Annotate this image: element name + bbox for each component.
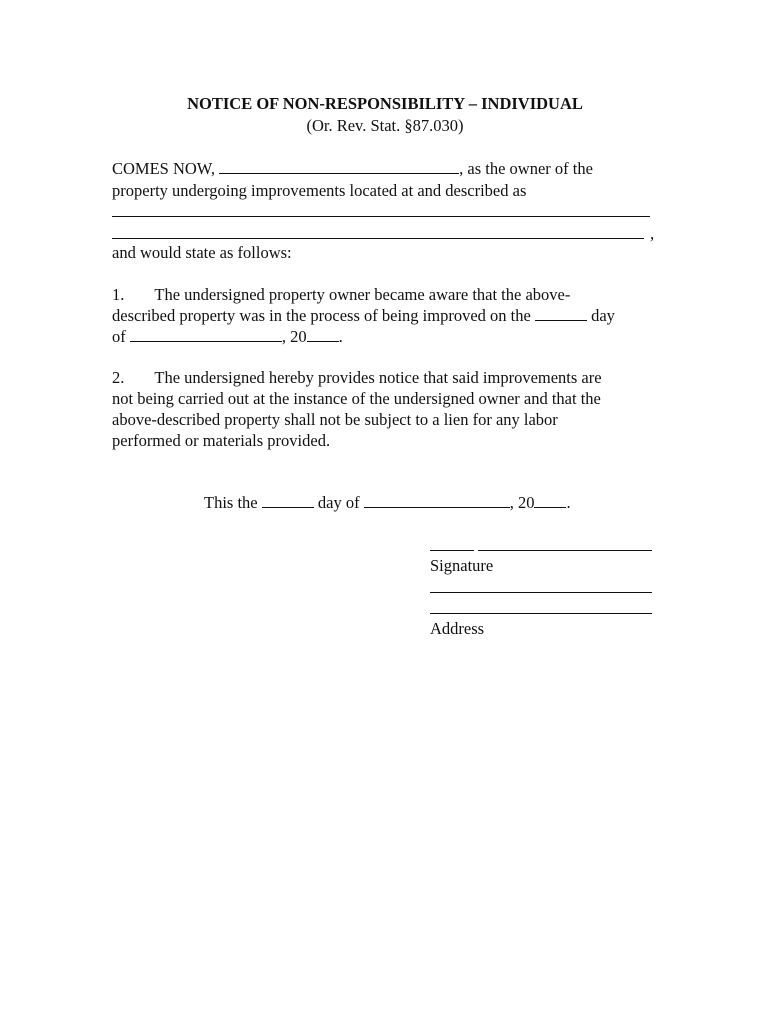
- paragraph-1-line-2: [112, 306, 615, 326]
- paragraph-2-line-4: performed or materials provided.: [112, 431, 331, 450]
- address-label: Address: [430, 619, 485, 638]
- paragraph-2-line-2: not being carried out at the instance of the undersigned owner and that the: [112, 389, 601, 408]
- dateline: [204, 493, 571, 513]
- paragraph-1-day-text: day: [591, 306, 615, 325]
- intro-line-2: property undergoing improvements located at and described as: [112, 181, 527, 200]
- intro-line-1: [112, 159, 593, 179]
- paragraph-2-number: 2.: [112, 368, 125, 387]
- paragraph-2-text-1: The undersigned hereby provides notice that said improvements are: [154, 368, 602, 387]
- aware-year-blank[interactable]: [307, 328, 339, 342]
- dateline-period: .: [566, 493, 571, 512]
- paragraph-1-line-3: [112, 327, 343, 347]
- paragraph-1-year-prefix: , 20: [281, 327, 307, 346]
- address-blank-1[interactable]: [430, 592, 652, 593]
- trailing-comma: ,: [650, 224, 655, 243]
- signature-blank-right[interactable]: [478, 550, 652, 551]
- dateline-day-of: day of: [317, 493, 360, 512]
- paragraph-1-number: 1.: [112, 285, 125, 304]
- dateline-year-prefix: , 20: [509, 493, 535, 512]
- aware-day-blank[interactable]: [535, 307, 587, 321]
- signature-label: Signature: [430, 556, 494, 575]
- paragraph-1-period: .: [338, 327, 343, 346]
- paragraph-2-line-3: above-described property shall not be subject to a lien for any labor: [112, 410, 558, 429]
- intro-follows: and would state as follows:: [112, 243, 292, 262]
- address-blank-2[interactable]: [430, 613, 652, 614]
- paragraph-2-line-1: [112, 368, 602, 388]
- comes-now-text: COMES NOW,: [112, 159, 215, 178]
- signature-blank-left[interactable]: [430, 550, 474, 551]
- aware-month-blank[interactable]: [130, 328, 282, 342]
- property-description-blank-1[interactable]: [112, 216, 650, 217]
- as-owner-text: , as the owner of the: [459, 159, 593, 178]
- dateline-year-blank[interactable]: [534, 494, 566, 508]
- document-subtitle: (Or. Rev. Stat. §87.030): [306, 116, 464, 135]
- paragraph-1-line-1: [112, 285, 570, 305]
- owner-name-blank[interactable]: [219, 160, 459, 174]
- dateline-this-the: This the: [204, 493, 258, 512]
- document-title: NOTICE OF NON-RESPONSIBILITY – INDIVIDUAL: [187, 94, 583, 113]
- paragraph-1-of-text: of: [112, 327, 126, 346]
- paragraph-1-text-2: described property was in the process of being improved on the: [112, 306, 531, 325]
- dateline-day-blank[interactable]: [262, 494, 314, 508]
- paragraph-1-text-1: The undersigned property owner became aware that the above-: [154, 285, 571, 304]
- dateline-month-blank[interactable]: [364, 494, 510, 508]
- property-description-blank-2[interactable]: [112, 238, 644, 239]
